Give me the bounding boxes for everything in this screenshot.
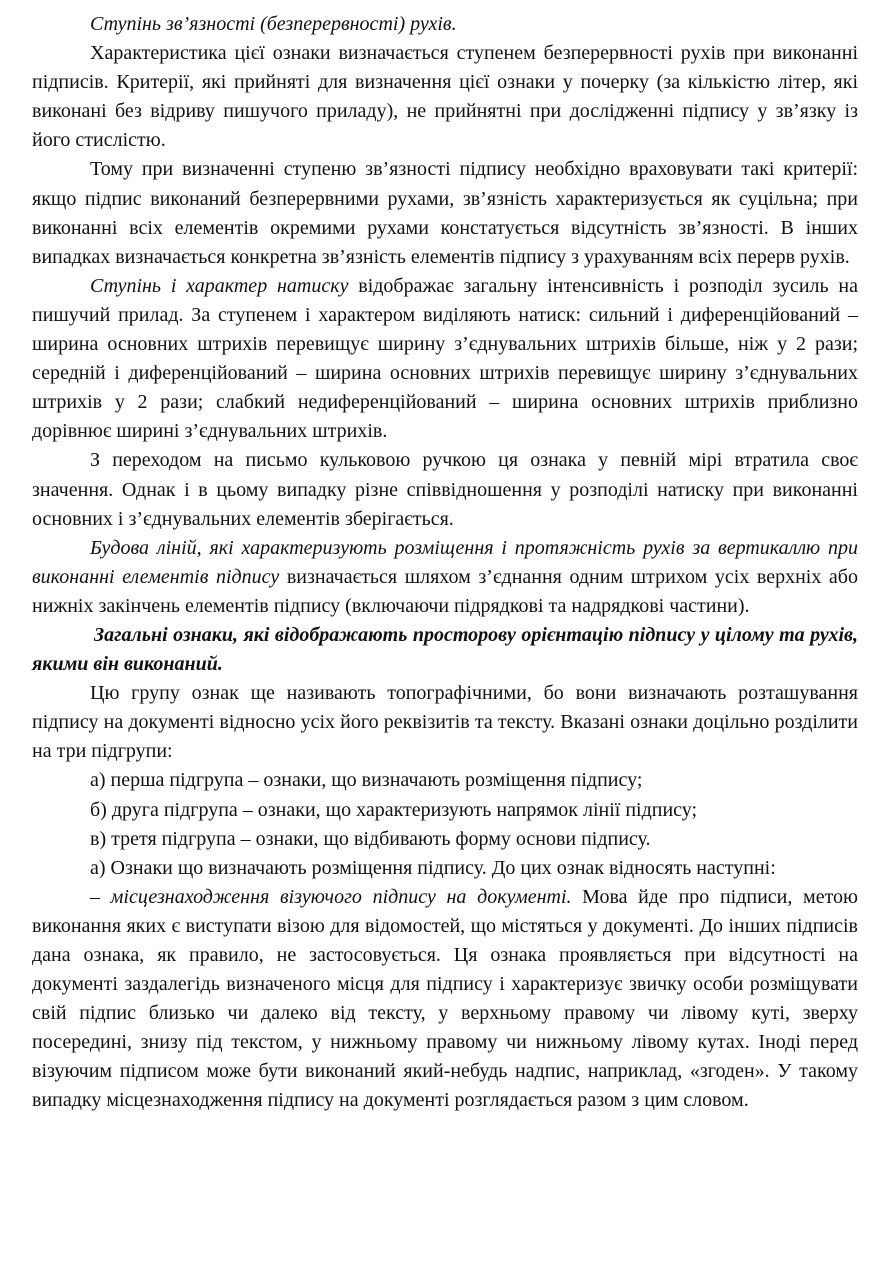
list-item-c: в) третя підгрупа – ознаки, що відбивають форму основи підпису. [90, 827, 651, 850]
term-line-structure: Будова ліній, які характеризують розміщення і протяжність рухів за вертикаллю при виконанні елементів підпису [32, 536, 858, 588]
paragraph-ballpoint: З переходом на письмо кульковою ручкою ця ознака у певній мірі втратила своє значення. Однак і в цьому випадку різне співвідношення у розподілі натиску при виконанні основних і з’єднувальних елементів зберігається. [32, 449, 858, 530]
paragraph-pressure-text: відображає загальну інтенсивність і розподіл зусиль на пишучий прилад. За ступенем і характером виділяють натиск: сильний і диференційований – ширина основних штрихів перевищує ширину з’єднувальних штрихів більше, ніж у 2 рази; середній і диференційований – ширина основних штрихів перевищує ширину з’єднувальних штрихів у 2 рази; слабкий недиференційований – ширина основних штрихів приблизно дорівнює ширині з’єднувальних штрихів. [32, 274, 858, 443]
list-item-b: б) друга підгрупа – ознаки, що характеризують напрямок лінії підпису; [90, 798, 698, 821]
heading-spatial-text: Загальні ознаки, які відображають просторову орієнтацію підпису у цілому та рухів, якими він виконаний. [32, 623, 858, 676]
paragraph-pressure [32, 272, 858, 447]
paragraph-line-structure [32, 534, 858, 621]
section-heading-spatial [32, 621, 858, 679]
paragraph-line-structure-text: визначається шляхом з’єднання одним штрихом усіх верхніх або нижніх закінчень елементів підпису (включаючи підрядкові та надрядкові частини). [32, 565, 858, 617]
paragraph-visa-location-text: Мова йде про підписи, метою виконання яких є виступати візою для відомостей, що містяться у документі. До інших підписів дана ознака, як правило, не застосовується. Ця ознака проявляється при відсутності на документі заздалегідь визначеного місця для підпису і характеризує звичку особи розміщувати свій підпис близько чи далеко від тексту, у верхньому правому чи лівому куті, зверху посередині, знизу під текстом, у нижньому правому чи нижньому лівому кутах. Іноді перед візуючим підписом може бути виконаний який-небудь надпис, наприклад, «згоден». У такому випадку місцезнаходження підпису на документі розглядається разом з цим словом. [32, 885, 858, 1112]
term-pressure: Ступінь і характер натиску [90, 274, 349, 297]
list-item-a: а) перша підгрупа – ознаки, що визначають розміщення підпису; [90, 769, 643, 792]
term-visa-location: – місцезнаходження візуючого підпису на документі. [90, 885, 572, 908]
document-page [32, 10, 858, 1116]
paragraph-topographic: Цю групу ознак ще називають топографічними, бо вони визначають розташування підпису на документі відносно усіх його реквізитів та тексту. Вказані ознаки доцільно розділити на три підгрупи: [32, 682, 858, 763]
paragraph-visa-location [32, 883, 858, 1116]
heading-text: Ступінь зв’язності (безперервності) рухів. [90, 13, 457, 35]
paragraph-connectivity-description: Характеристика цієї ознаки визначається ступенем безперервності рухів при виконанні підписів. Критерії, які прийняті для визначення цієї ознаки у почерку (за кількістю літер, які виконані без відриву пишучого приладу), не прийнятні при дослідженні підпису у зв’язку із його стислістю. [32, 42, 858, 152]
paragraph-placement-signs: а) Ознаки що визначають розміщення підпису. До цих ознак відносять наступні: [90, 856, 776, 879]
section-heading-connectivity [32, 10, 858, 39]
paragraph-connectivity-criteria: Тому при визначенні ступеню зв’язності підпису необхідно враховувати такі критерії: якщо підпис виконаний безперервними рухами, зв’язність характеризується як суцільна; при виконанні всіх елементів окремими рухами констатується відсутність зв’язності. В інших випадках визначається конкретна зв’язність елементів підпису з урахуванням всіх перерв рухів. [32, 158, 858, 268]
